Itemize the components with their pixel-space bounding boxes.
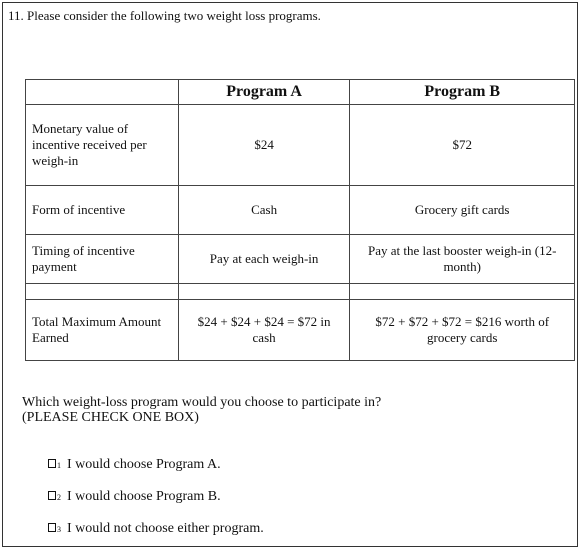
table-spacer-row	[26, 284, 575, 300]
cell-program-a: Pay at each weigh-in	[178, 235, 350, 284]
table-header-row	[26, 80, 575, 105]
spacer-cell	[26, 284, 179, 300]
option-number: 2	[57, 493, 61, 502]
cell-program-b: Pay at the last booster weigh-in (12-month)	[350, 235, 575, 284]
option-neither[interactable]	[48, 521, 264, 537]
checkbox[interactable]	[48, 523, 56, 532]
table-row	[26, 105, 575, 186]
header-empty	[26, 80, 179, 105]
option-label: I would choose Program B.	[67, 489, 221, 504]
header-program-a: Program A	[178, 80, 350, 105]
cell-program-b: Grocery gift cards	[350, 186, 575, 235]
option-number: 3	[57, 525, 61, 534]
checkbox[interactable]	[48, 491, 56, 500]
cell-program-a: $24	[178, 105, 350, 186]
header-program-b: Program B	[350, 80, 575, 105]
programs-table	[25, 79, 575, 361]
row-label: Monetary value of incentive received per weigh-in	[26, 105, 179, 186]
row-label: Form of incentive	[26, 186, 179, 235]
checkbox[interactable]	[48, 459, 56, 468]
option-program-b[interactable]	[48, 489, 221, 505]
option-number: 1	[57, 461, 61, 470]
table-row	[26, 186, 575, 235]
table-row	[26, 235, 575, 284]
cell-program-a: Cash	[178, 186, 350, 235]
spacer-cell	[350, 284, 575, 300]
option-label: I would choose Program A.	[67, 457, 221, 472]
cell-program-b: $72	[350, 105, 575, 186]
row-label: Timing of incentive payment	[26, 235, 179, 284]
option-label: I would not choose either program.	[67, 521, 264, 536]
question-title: 11. Please consider the following two weight loss programs.	[8, 8, 321, 23]
prompt-line-1: Which weight-loss program would you choose to participate in?	[22, 395, 382, 410]
cell-program-b: $72 + $72 + $72 = $216 worth of grocery cards	[350, 300, 575, 361]
choice-prompt	[22, 395, 381, 425]
spacer-cell	[178, 284, 350, 300]
option-program-a[interactable]	[48, 457, 221, 473]
row-label: Total Maximum Amount Earned	[26, 300, 179, 361]
table-row	[26, 300, 575, 361]
prompt-line-2: (PLEASE CHECK ONE BOX)	[22, 410, 199, 425]
cell-program-a: $24 + $24 + $24 = $72 in cash	[178, 300, 350, 361]
